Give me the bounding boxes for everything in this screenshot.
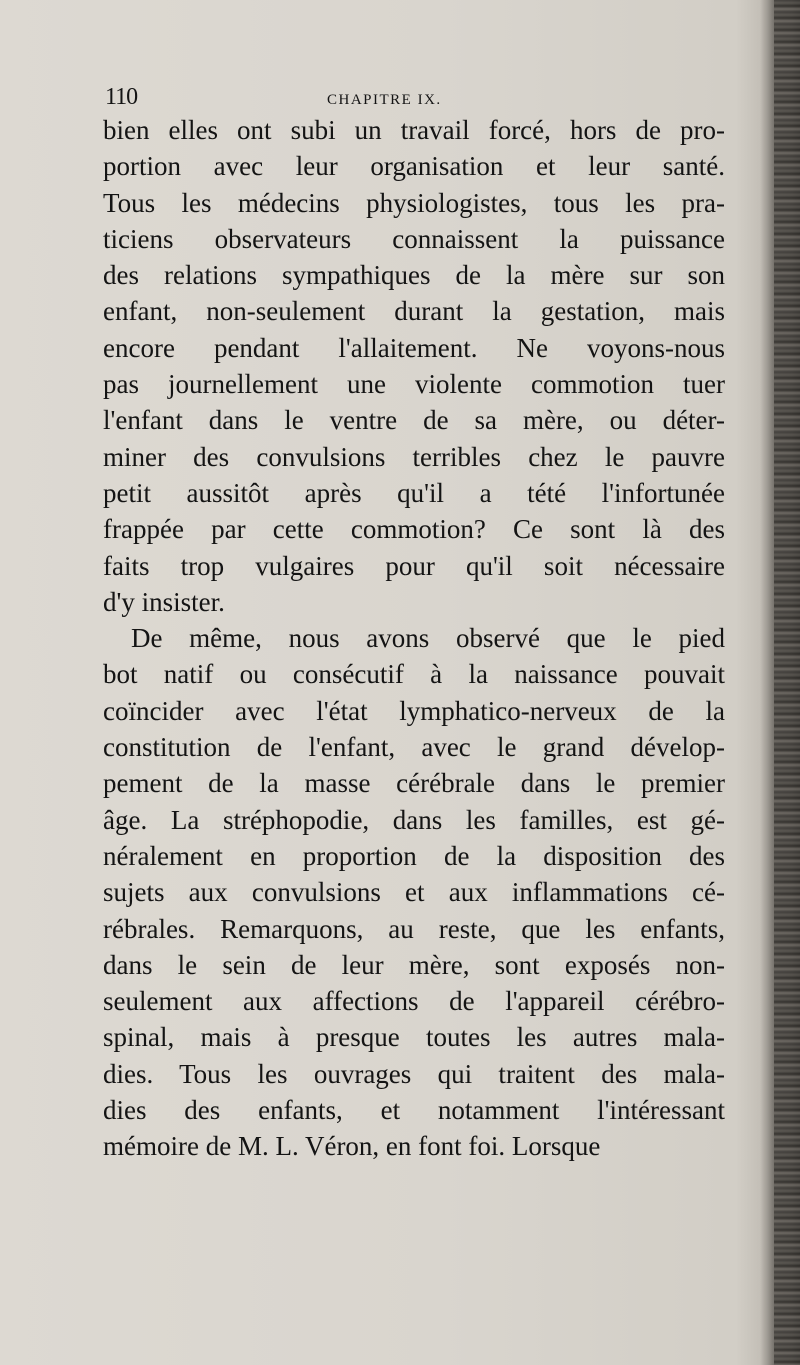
text-line: frappée par cette commotion? Ce sont là des [103,514,725,545]
book-binding-edge [774,0,800,1365]
text-line: coïncider avec l'état lymphatico-nerveux de la [103,695,725,726]
text-line: seulement aux affections de l'appareil cérébro- [103,986,725,1017]
text-line: néralement en proportion de la disposition des [103,840,725,871]
text-line: mémoire de M. L. Véron, en font foi. Lorsque [103,1131,601,1162]
running-head: CHAPITRE IX. [327,92,442,108]
text-line: ticiens observateurs connaissent la puissance [103,223,725,254]
text-line: pement de la masse cérébrale dans le premier [103,768,725,799]
text-line: âge. La stréphopodie, dans les familles, est gé- [103,804,725,835]
body-text [103,112,725,1165]
text-line: des relations sympathiques de la mère sur son [103,260,725,291]
text-line: bien elles ont subi un travail forcé, hors de pro- [103,115,725,145]
page-number: 110 [105,84,138,110]
text-line: portion avec leur organisation et leur santé. [103,151,725,182]
text-line: De même, nous avons observé que le pied [131,623,725,654]
text-line: dies. Tous les ouvrages qui traitent des mala- [103,1058,725,1089]
text-line: dies des enfants, et notamment l'intéressant [103,1095,725,1126]
text-line: d'y insister. [103,586,225,617]
text-line: rébrales. Remarquons, au reste, que les enfants, [103,913,725,944]
text-line: sujets aux convulsions et aux inflammations cé- [103,877,725,908]
text-line: petit aussitôt après qu'il a tété l'infortunée [103,477,725,508]
text-line: bot natif ou consécutif à la naissance pouvait [103,659,725,690]
text-line: Tous les médecins physiologistes, tous les pra- [103,187,725,218]
text-line: l'enfant dans le ventre de sa mère, ou déter- [103,405,725,436]
text-line: pas journellement une violente commotion tuer [103,369,725,400]
text-line: enfant, non-seulement durant la gestation, mais [103,296,725,327]
text-line: miner des convulsions terribles chez le pauvre [103,441,725,472]
text-line: encore pendant l'allaitement. Ne voyons-nous [103,332,725,363]
text-line: dans le sein de leur mère, sont exposés non- [103,949,725,980]
page-header [105,84,725,114]
text-line: constitution de l'enfant, avec le grand dévelop- [103,732,725,763]
text-line: spinal, mais à presque toutes les autres mala- [103,1022,725,1053]
text-line: faits trop vulgaires pour qu'il soit nécessaire [103,550,725,581]
